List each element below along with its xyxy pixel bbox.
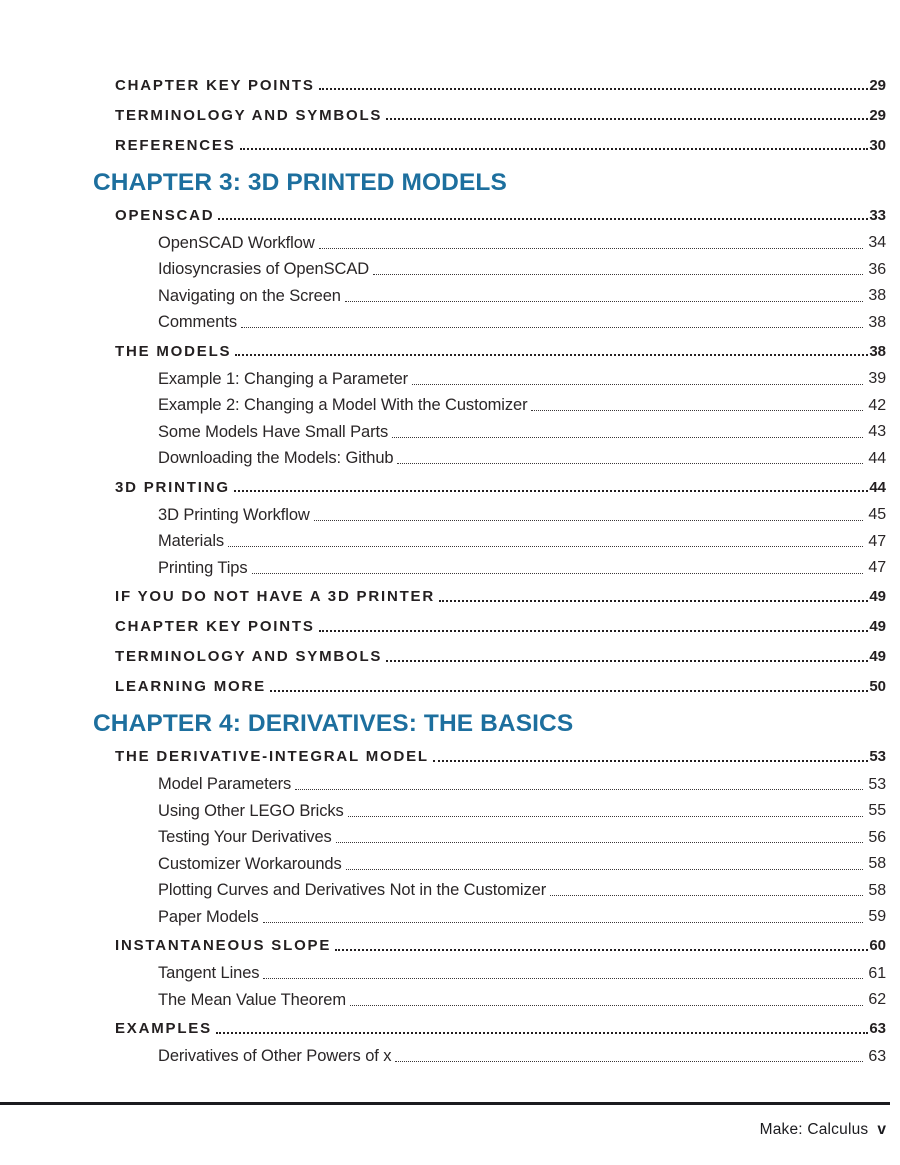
toc-entry-level2: [0, 502, 900, 529]
toc-entry-title: REFERENCES: [115, 136, 236, 154]
dot-leader: [263, 922, 864, 923]
toc-entry-title: Model Parameters: [158, 775, 292, 794]
toc-entry-page-number: 42: [868, 396, 886, 414]
toc-entry-page-number: 38: [868, 287, 886, 305]
toc-entry-page-number: 39: [868, 370, 886, 388]
toc-entry-level2: [0, 825, 900, 852]
toc-entry-level1: [0, 931, 900, 961]
toc-entry-title: Customizer Workarounds: [158, 854, 342, 873]
toc-entry-title: Comments: [158, 313, 237, 332]
toc-entry-level2: [0, 529, 900, 556]
toc-entry-level1: [0, 612, 900, 642]
dot-leader: [228, 546, 863, 547]
dot-leader: [373, 274, 863, 275]
toc-entry-level1: [0, 336, 900, 366]
toc-entry-level2: [0, 961, 900, 988]
toc-entry-title: EXAMPLES: [115, 1020, 212, 1037]
toc-entry-title: OpenSCAD Workflow: [158, 233, 315, 252]
toc-entry-page-number: 34: [868, 234, 886, 252]
toc-entry-level1: [0, 672, 900, 702]
toc-entry-level2: [0, 1044, 900, 1071]
toc-entry-title: THE MODELS: [115, 342, 232, 360]
toc-entry-page-number: 49: [869, 588, 886, 605]
toc-entry-title: Example 2: Changing a Model With the Customizer: [158, 396, 528, 415]
dot-leader: [263, 978, 863, 979]
dot-leader: [240, 148, 869, 150]
toc-entry-level2: [0, 555, 900, 582]
toc-entry-level2: [0, 798, 900, 825]
toc-entry-level2: [0, 904, 900, 931]
toc-entry-title: IF YOU DO NOT HAVE A 3D PRINTER: [115, 588, 435, 605]
toc-entry-level1: [0, 100, 900, 130]
toc-entry-page-number: 38: [868, 313, 886, 331]
dot-leader: [319, 88, 869, 90]
book-title: Make: Calculus: [759, 1121, 869, 1138]
toc-entry-page-number: 53: [869, 748, 886, 765]
dot-leader: [350, 1005, 863, 1006]
dot-leader: [531, 410, 863, 411]
dot-leader: [550, 895, 863, 896]
toc-entry-title: Using Other LEGO Bricks: [158, 801, 344, 820]
toc-entry-page-number: 36: [868, 260, 886, 278]
chapter-heading-text: CHAPTER 3: 3D PRINTED MODELS: [93, 168, 507, 196]
toc-entry-title: TERMINOLOGY AND SYMBOLS: [115, 648, 383, 665]
toc-entry-level1: [0, 70, 900, 100]
toc-entry-level1: [0, 1014, 900, 1044]
toc-entry-page-number: 43: [868, 423, 886, 441]
dot-leader: [348, 816, 864, 817]
toc-entry-level2: [0, 230, 900, 257]
toc-entry-page-number: 49: [869, 648, 886, 665]
toc-chapter-heading: [0, 165, 900, 200]
toc-entry-level1: [0, 130, 900, 160]
dot-leader: [412, 384, 863, 385]
toc-entry-page-number: 33: [869, 206, 886, 224]
toc-entry-title: THE DERIVATIVE-INTEGRAL MODEL: [115, 748, 429, 765]
chapter-heading-text: CHAPTER 4: DERIVATIVES: THE BASICS: [93, 710, 574, 737]
toc-entry-page-number: 55: [868, 802, 886, 820]
toc-entry-title: Derivatives of Other Powers of x: [158, 1047, 392, 1066]
toc-entry-title: Testing Your Derivatives: [158, 828, 332, 847]
toc-entry-level2: [0, 366, 900, 393]
toc-entry-level2: [0, 393, 900, 420]
toc-entry-page-number: 58: [868, 855, 886, 873]
toc-entry-page-number: 30: [869, 136, 886, 154]
toc-entry-level2: [0, 283, 900, 310]
dot-leader: [346, 869, 864, 870]
dot-leader: [270, 690, 868, 692]
footer-page-number: v: [877, 1121, 886, 1138]
toc-entry-title: LEARNING MORE: [115, 678, 266, 695]
toc-entry-level1: [0, 642, 900, 672]
dot-leader: [335, 949, 868, 951]
toc-entry-title: INSTANTANEOUS SLOPE: [115, 937, 332, 954]
toc-entry-page-number: 44: [868, 449, 886, 467]
toc-entry-page-number: 44: [869, 478, 886, 496]
toc-entry-level2: [0, 878, 900, 905]
toc-entry-title: 3D Printing Workflow: [158, 505, 310, 524]
toc-chapter-heading: [0, 707, 900, 742]
toc-entry-page-number: 60: [869, 937, 886, 954]
dot-leader: [234, 490, 869, 492]
dot-leader: [386, 660, 868, 662]
toc-entry-page-number: 45: [868, 506, 886, 524]
toc-entry-page-number: 59: [868, 908, 886, 926]
toc-entry-level2: [0, 419, 900, 446]
dot-leader: [345, 301, 864, 302]
toc-entry-page-number: 47: [868, 559, 886, 577]
dot-leader: [295, 789, 863, 790]
toc-entry-title: The Mean Value Theorem: [158, 990, 346, 1009]
toc-entry-level2: [0, 310, 900, 337]
toc-entry-title: 3D PRINTING: [115, 478, 230, 496]
toc-entry-level2: [0, 772, 900, 799]
toc-entry-level1: [0, 742, 900, 772]
toc-entry-title: TERMINOLOGY AND SYMBOLS: [115, 106, 383, 124]
dot-leader: [319, 248, 864, 249]
toc-entry-level1: [0, 472, 900, 502]
toc-entry-title: Example 1: Changing a Parameter: [158, 369, 409, 388]
toc-entry-page-number: 62: [868, 991, 886, 1009]
dot-leader: [395, 1061, 863, 1062]
toc-entry-page-number: 38: [869, 342, 886, 360]
dot-leader: [235, 354, 868, 356]
toc-entry-page-number: 29: [869, 76, 886, 94]
toc-entry-title: OPENSCAD: [115, 206, 215, 224]
toc-entry-page-number: 61: [868, 964, 886, 982]
toc-entry-title: Plotting Curves and Derivatives Not in the Customizer: [158, 881, 547, 900]
toc-entry-page-number: 47: [868, 532, 886, 550]
toc-entry-level2: [0, 446, 900, 473]
dot-leader: [386, 118, 868, 120]
toc-entry-title: Navigating on the Screen: [158, 286, 341, 305]
footer-divider: [0, 1102, 890, 1105]
toc-entry-page-number: 56: [868, 828, 886, 846]
toc-entry-level2: [0, 257, 900, 284]
toc-entry-title: Printing Tips: [158, 558, 248, 577]
toc-entry-page-number: 50: [869, 678, 886, 695]
toc-entry-page-number: 53: [868, 775, 886, 793]
dot-leader: [397, 463, 863, 464]
dot-leader: [439, 600, 868, 602]
dot-leader: [314, 520, 864, 521]
dot-leader: [336, 842, 864, 843]
dot-leader: [216, 1032, 868, 1034]
toc-entry-title: Downloading the Models: Github: [158, 449, 394, 468]
toc-entry-page-number: 58: [868, 881, 886, 899]
dot-leader: [241, 327, 863, 328]
toc-entry-title: Idiosyncrasies of OpenSCAD: [158, 260, 370, 279]
dot-leader: [218, 218, 868, 220]
toc-entry-page-number: 63: [868, 1047, 886, 1065]
toc-entry-title: Materials: [158, 532, 225, 551]
toc-entry-title: Tangent Lines: [158, 964, 260, 983]
toc-entry-page-number: 63: [869, 1020, 886, 1037]
toc-entry-page-number: 49: [869, 618, 886, 635]
toc-entry-level2: [0, 987, 900, 1014]
toc-entry-page-number: 29: [869, 106, 886, 124]
toc-entry-title: CHAPTER KEY POINTS: [115, 618, 315, 635]
toc-entry-level1: [0, 582, 900, 612]
dot-leader: [252, 573, 864, 574]
toc-entry-level2: [0, 851, 900, 878]
toc-entry-title: Paper Models: [158, 907, 259, 926]
dot-leader: [319, 630, 869, 632]
toc-entry-title: Some Models Have Small Parts: [158, 422, 389, 441]
dot-leader: [392, 437, 863, 438]
toc-entry-level1: [0, 200, 900, 230]
toc-list: [0, 70, 900, 1070]
toc-entry-title: CHAPTER KEY POINTS: [115, 76, 315, 94]
dot-leader: [433, 760, 868, 762]
page-footer: [760, 1121, 886, 1139]
